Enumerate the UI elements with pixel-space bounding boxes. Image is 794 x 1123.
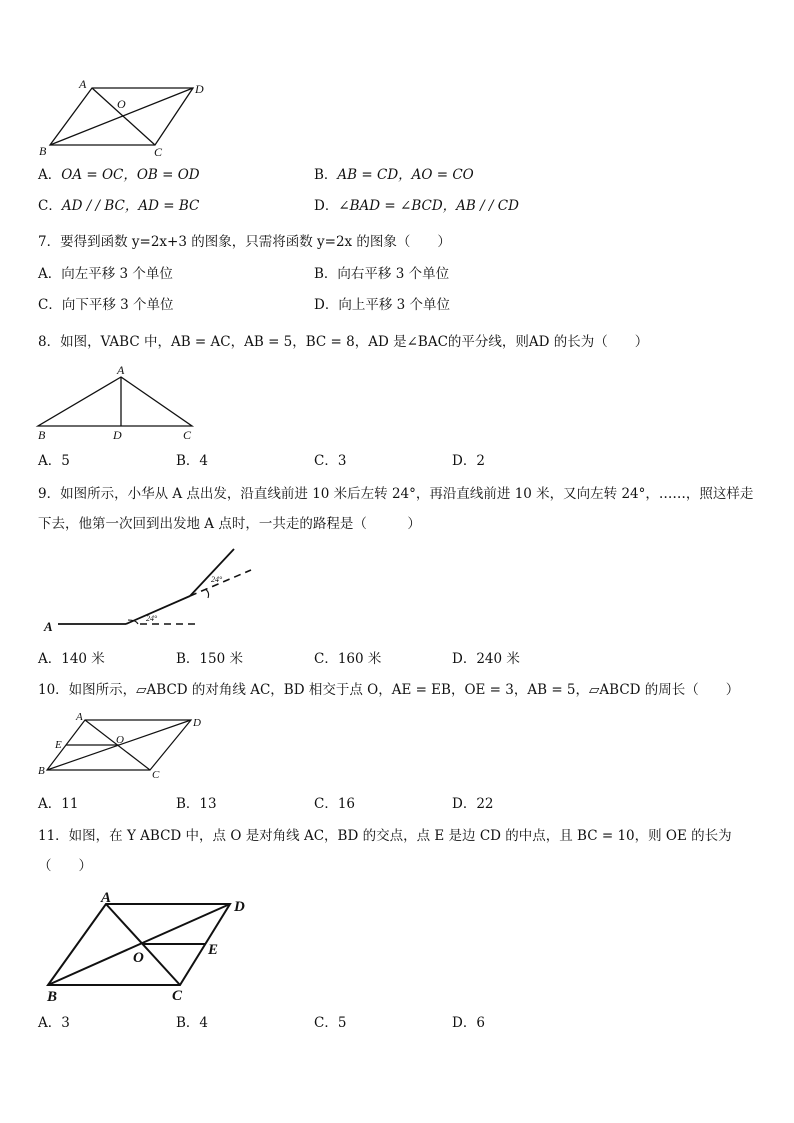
option-letter: B． [314,167,338,183]
q11-option-d[interactable] [452,1014,485,1032]
option-letter: B． [314,266,338,282]
option-text: 3 [61,1015,70,1031]
option-text: 5 [337,1015,347,1031]
option-text: AB = CD，AO = CO [337,167,474,183]
option-text: 240 米 [476,651,520,667]
label-a: A [101,890,112,906]
parallelogram-figure-q11 [0,880,794,1010]
option-text: 16 [337,796,356,812]
q8-option-a[interactable] [38,452,70,470]
option-letter: A． [38,266,62,282]
label-o: O [116,734,124,746]
q9-stem-line1: 9．如图所示，小华从 A 点出发，沿直线前进 10 米后左转 24°，再沿直线前进 10 米，又向左转 24°，……，照这样走 [38,486,754,502]
option-letter: A． [38,453,62,469]
q8-option-d[interactable] [452,452,485,470]
option-letter: D． [452,651,477,667]
option-text: AD / / BC，AD = BC [61,198,200,214]
option-text: 150 米 [199,651,243,667]
q8-stem: 8．如图，VABC 中，AB = AC，AB = 5，BC = 8，AD 是∠BAC的平分线，则AD 的长为（ ） [38,334,649,350]
option-letter: A． [38,167,62,183]
q11-option-b[interactable] [176,1014,208,1032]
option-text: 13 [199,796,217,812]
q10-stem: 10．如图所示，▱ABCD 的对角线 AC，BD 相交于点 O，AE = EB，OE = 3，AB = 5，▱ABCD 的周长（ ） [38,682,740,698]
label-b: B [38,428,46,442]
label-b: B [47,989,58,1005]
q11-option-a[interactable] [38,1014,70,1032]
q7-option-d[interactable] [314,296,450,314]
q7-option-a[interactable] [38,265,173,283]
q11-stem-line2: （ ） [38,858,92,874]
q8-option-c[interactable] [314,452,346,470]
q6-option-a[interactable] [38,166,200,184]
option-letter: C． [38,297,62,313]
q7-option-c[interactable] [38,296,174,314]
q9-option-c[interactable] [314,650,381,668]
angle-label-1: 24° [146,614,158,623]
option-letter: D． [314,198,339,214]
label-c: C [172,988,183,1004]
label-o: O [133,950,144,966]
label-d: D [234,899,245,915]
q6-option-b[interactable] [314,166,474,184]
parallelogram-figure-q6 [0,0,794,170]
q6-option-c[interactable] [38,197,199,215]
option-text: 6 [476,1015,485,1031]
q10-option-c[interactable] [314,795,355,813]
label-a: A [117,363,125,377]
label-d: D [113,428,122,442]
label-d: D [195,82,204,96]
parallelogram-figure-q10 [0,705,794,785]
q11-stem-line1: 11．如图，在 Y ABCD 中，点 O 是对角线 AC，BD 的交点，点 E 是边 CD 的中点，且 BC = 10，则 OE 的长为 [38,828,732,844]
option-letter: C． [314,651,338,667]
q6-option-d[interactable] [314,197,519,215]
path-figure-q9 [0,540,794,640]
label-c: C [183,428,192,442]
option-letter: C． [314,796,338,812]
label-d: D [193,717,201,729]
option-text: 4 [199,1015,209,1031]
q7-option-b[interactable] [314,265,449,283]
option-letter: D． [452,1015,477,1031]
label-e: E [208,942,219,958]
q9-option-b[interactable] [176,650,243,668]
q10-option-d[interactable] [452,795,494,813]
option-text: 向上平移 3 个单位 [338,297,450,313]
label-b: B [39,144,47,158]
option-text: OA = OC，OB = OD [61,167,200,183]
option-letter: D． [314,297,339,313]
label-a: A [79,77,87,91]
q8-option-b[interactable] [176,452,208,470]
option-text: 向左平移 3 个单位 [61,266,173,282]
label-c: C [154,145,163,159]
option-letter: B． [176,453,200,469]
option-letter: C． [314,1015,338,1031]
angle-label-2: 24° [211,575,223,584]
option-letter: C． [38,198,62,214]
option-letter: D． [452,796,477,812]
option-text: 11 [61,796,79,812]
option-text: 5 [61,453,70,469]
label-o: O [117,97,126,111]
q10-option-b[interactable] [176,795,217,813]
q11-option-c[interactable] [314,1014,346,1032]
label-c: C [152,769,160,781]
q9-option-a[interactable] [38,650,105,668]
label-b: B [38,765,45,777]
option-text: ∠BAD = ∠BCD，AB / / CD [338,198,519,214]
q9-stem-line2: 下去，他第一次回到出发地 A 点时，一共走的路程是（ ） [38,516,421,532]
option-letter: B． [176,651,200,667]
option-text: 向右平移 3 个单位 [337,266,450,282]
option-text: 4 [199,453,209,469]
option-text: 160 米 [337,651,382,667]
q10-option-a[interactable] [38,795,78,813]
option-letter: A． [38,1015,62,1031]
triangle-figure-q8 [0,360,794,445]
option-letter: B． [176,1015,200,1031]
option-text: 向下平移 3 个单位 [61,297,174,313]
option-text: 140 米 [61,651,105,667]
option-letter: D． [452,453,477,469]
option-letter: C． [314,453,338,469]
option-text: 22 [476,796,494,812]
label-a: A [44,619,53,634]
q9-option-d[interactable] [452,650,520,668]
label-e: E [55,739,62,751]
label-a: A [76,711,83,723]
option-letter: A． [38,651,62,667]
option-letter: B． [176,796,200,812]
option-text: 3 [337,453,347,469]
option-letter: A． [38,796,62,812]
q7-stem: 7．要得到函数 y=2x+3 的图象，只需将函数 y=2x 的图象（ ） [38,234,451,250]
option-text: 2 [476,453,485,469]
